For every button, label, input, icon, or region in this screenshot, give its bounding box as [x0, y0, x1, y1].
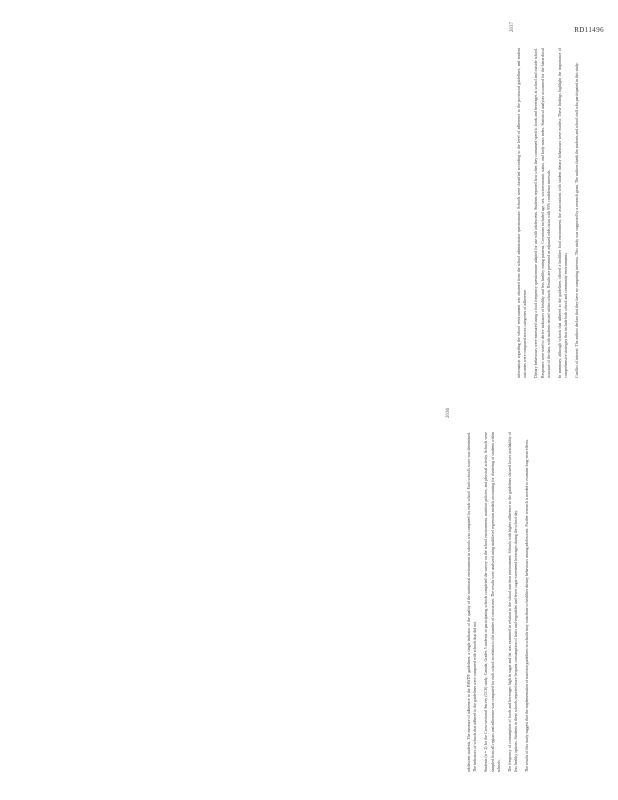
left-paragraph: The results of this study suggest that the implementation of nutrition guidelines in schools may contribute to healthier dietary behaviours among adolescents. Further research is needed to examine long-term effects. — [525, 438, 530, 772]
right-paragraph: Dietary behaviours were measured using a food frequency questionnaire adapted for use with adolescents. Students reported how often they consumed specific foods and beverages at school and outside school. Responses were used to derive indicators of healthy and less healthy eating patterns. Covariates included age, sex, socioeconomic status, and body mass index. Statistical analyses accounted for the hierarchical structure of the data, with students nested within schools. Results are presented as adjusted odds ratios with 95% confidence intervals. — [534, 48, 551, 378]
left-paragraph: The frequency of consumption of foods and beverages high in sugar and fat was examined in relation to the school nutrition environment. Schools with higher adherence to the guidelines showed lower availability of less healthy options. Students in these schools reported more frequent consumption of fruits and vegetables and fewer sugar-sweetened beverages during the school day. — [508, 432, 519, 772]
left-page — [446, 408, 618, 772]
right-folio: 2037 — [510, 22, 515, 32]
left-paragraph: adolescent students. The measure of adherence to the PAWDY guidelines, a single indicator of the quality of the nutritional environment in schools was computed for each school. Each school's score was determined. The indicators of schools that adhered to the guidelines were compared with schools that did not. — [467, 432, 478, 772]
left-column — [466, 432, 536, 772]
right-column — [516, 48, 586, 378]
right-paragraph: Conflict of interest: The authors declare that they have no competing interests. This study was supported by a research grant. The authors thank the students and school staff who participated in this study. — [575, 62, 580, 378]
page-code: RD11496 — [574, 26, 604, 34]
right-paragraph: information regarding the school environment was obtained from the school administrator questionnaire. Schools were classified according to the level of adherence to the provincial guidelines, and student outcomes were compared across categories of adherence. — [517, 48, 528, 378]
left-paragraph: Students (n = 2) for the Cross-sectional Survey (CCS) study, Canada, Grades 5 students in participating schools completed the survey on the school environment, nutrition policies, and physical activity. Schools were sampled from all regions and adherence was computed for each school in relation to the number of criteria met. The results were analyzed using multilevel regression models accounting for clustering of students within schools. — [484, 432, 501, 772]
right-paragraph: In summary, although schools that adhered to the guidelines offered a healthier food environment, the associations with student dietary behaviours were modest. These findings highlight the importance of comprehensive strategies that include both school and community environments. — [558, 48, 569, 378]
left-folio: 2036 — [446, 408, 451, 418]
